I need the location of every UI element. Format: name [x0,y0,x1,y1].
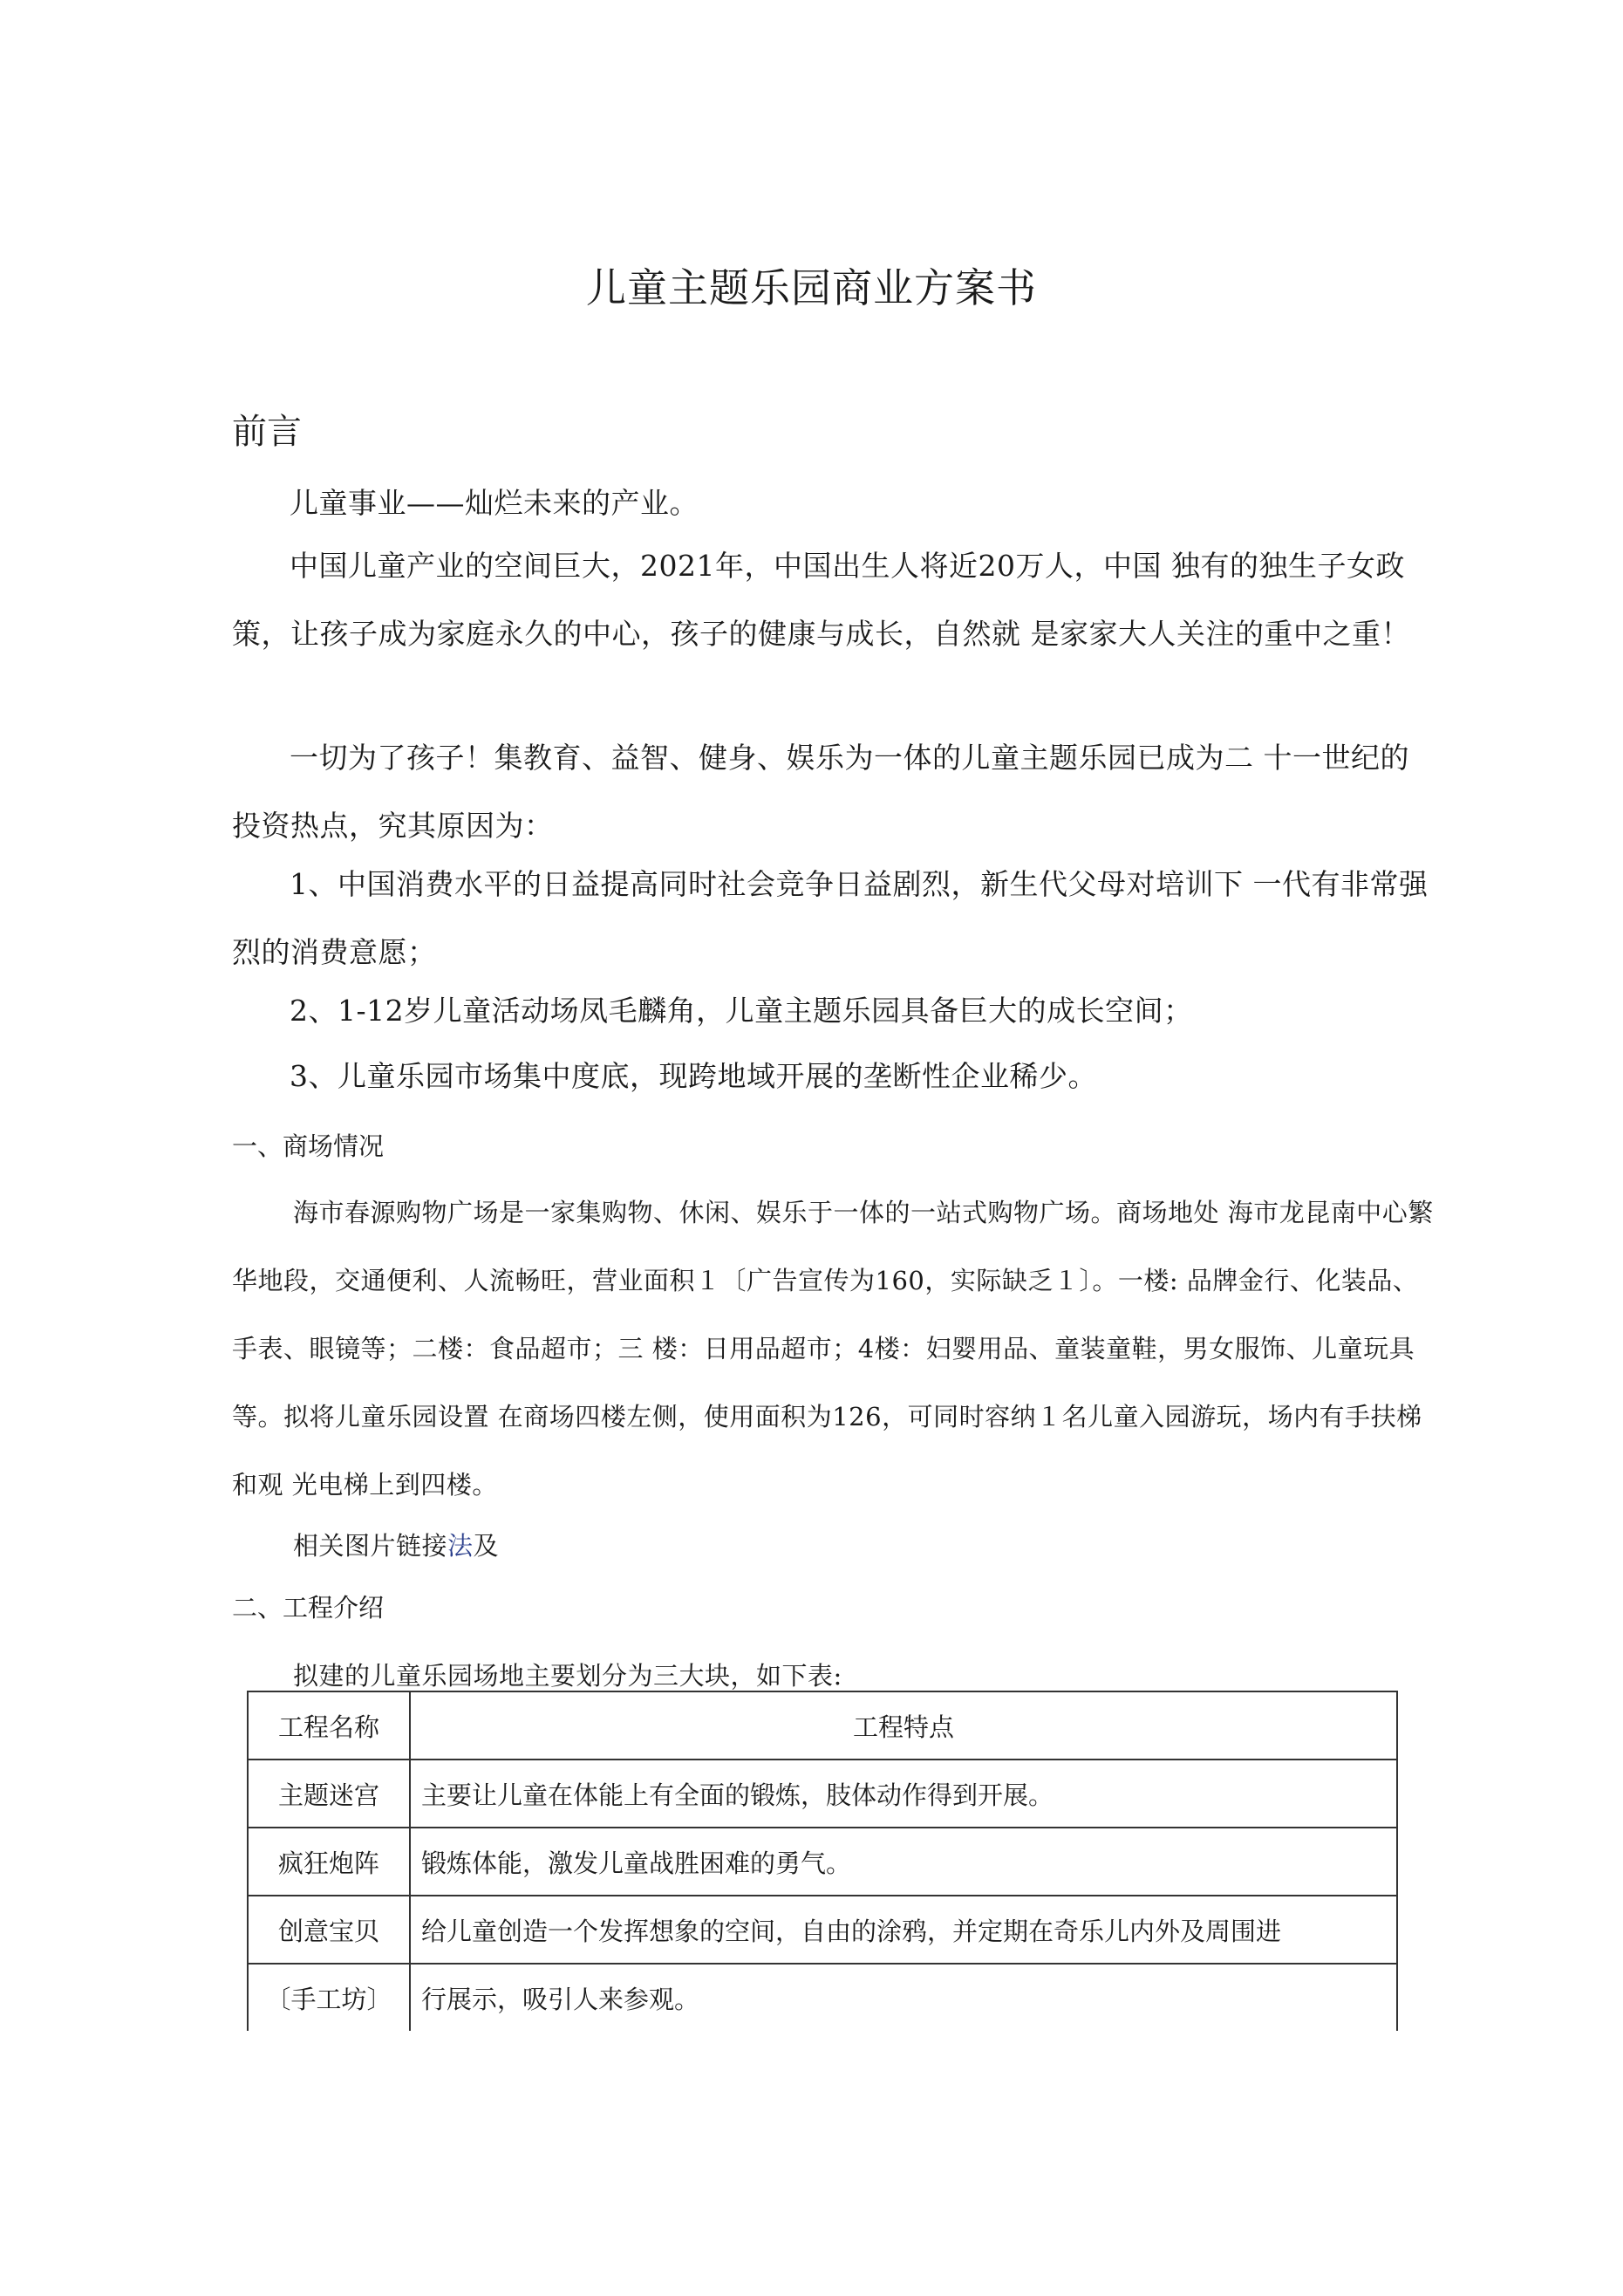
preface-paragraph-2: 中国儿童产业的空间巨大，2021年，中国出生人将近20万人，中国 独有的独生子女政策，让孩子成为家庭永久的中心，孩子的健康与成长，自然就 是家家大人关注的重中之重！ [232,549,1410,651]
table-row [248,1760,1397,1828]
related-images-suffix: 及 [473,1531,500,1561]
related-images-text: 相关图片链接 [293,1531,448,1561]
related-images-line [232,1512,1435,1580]
document-title: 儿童主题乐园商业方案书 [586,264,1037,311]
table-cell-feature: 锻炼体能，激发儿童战胜困难的勇气。 [410,1828,1397,1896]
project-intro: 拟建的儿童乐园场地主要划分为三大块，如下表: [293,1661,842,1691]
table-header-name: 工程名称 [248,1691,410,1760]
table-cell-name: 创意宝贝 [248,1896,410,1964]
table-header-feature: 工程特点 [410,1691,1397,1760]
preface-paragraph-3: 一切为了孩子！集教育、益智、健身、娱乐为一体的儿童主题乐园已成为二 十一世纪的投资热点，究其原因为： [232,741,1409,843]
section-heading-project: 二、工程介绍 [232,1593,385,1623]
table-cell-name: 主题迷宫 [248,1760,410,1828]
preface-heading: 前言 [232,412,302,452]
table-row [248,1896,1397,1964]
reason-item-3: 3、儿童乐园市场集中度底，现跨地域开展的垄断性企业稀少。 [290,1059,1097,1093]
table-row [248,1964,1397,2031]
table-cell-feature: 主要让儿童在体能上有全面的锻炼，肢体动作得到开展。 [410,1760,1397,1828]
project-table [247,1691,1398,2031]
table-cell-name: 疯狂炮阵 [248,1828,410,1896]
section-heading-mall: 一、商场情况 [232,1131,385,1161]
preface-paragraph-1: 儿童事业——灿烂未来的产业。 [290,486,699,520]
table-cell-feature: 给儿童创造一个发挥想象的空间，自由的涂鸦，并定期在奇乐儿内外及周围进 [410,1896,1397,1964]
table-cell-name: 〔手工坊〕 [248,1964,410,2031]
table-row [248,1828,1397,1896]
reason-item-1: 1、中国消费水平的日益提高同时社会竞争日益剧烈，新生代父母对培训下 一代有非常强烈的消费意愿； [232,867,1429,969]
mall-description: 海市春源购物广场是一家集购物、休闲、娱乐于一体的一站式购物广场。商场地处 海市龙昆南中心繁华地段，交通便利、人流畅旺，营业面积１〔广告宣传为160，实际缺乏１〕。一楼: 品牌金行、化装品、手表、眼镜等；二楼：食品超市；三 楼：日用品超市；4楼：妇婴用品、童装童鞋，男女服饰、儿童玩具等。拟将儿童乐园设置 在商场四楼左侧，使用面积为126，可同时容纳１名儿童入园游玩，场内有手扶梯和观 光电梯上到四楼。 [232,1198,1434,1500]
reason-item-2: 2、1-12岁儿童活动场凤毛麟角，儿童主题乐园具备巨大的成长空间； [290,994,1193,1028]
table-cell-feature: 行展示，吸引人来参观。 [410,1964,1397,2031]
table-header-row [248,1691,1397,1760]
related-images-link[interactable]: 法 [447,1531,474,1561]
